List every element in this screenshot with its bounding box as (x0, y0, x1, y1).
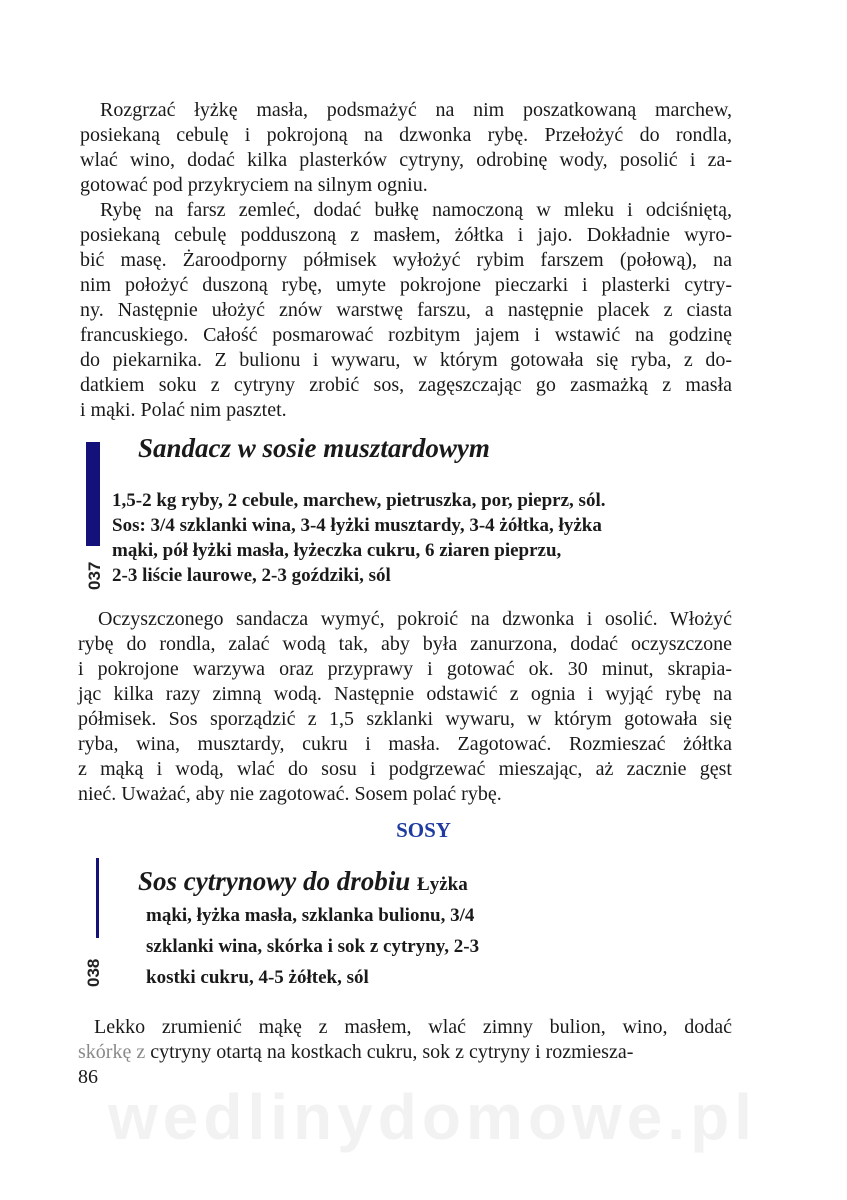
recipe-marker-bar (86, 442, 100, 546)
method-line: i pokrojone warzywa oraz przyprawy i gotować ok. 30 minut, skrapia- (78, 658, 732, 680)
method-line (78, 1040, 732, 1065)
text-line: gotować pod przykryciem na silnym ogniu. (80, 174, 428, 196)
method-line: Oczyszczonego sandacza wymyć, pokroić na dzwonka i osolić. Włożyć (98, 608, 732, 630)
method-line: jąc kilka razy zimną wodą. Następnie odstawić z ognia i wyjąć rybę na (78, 683, 732, 705)
section-title: SOSY (396, 818, 451, 842)
recipe-title: Sandacz w sosie musztardowym (138, 433, 490, 463)
text-line: wlać wino, dodać kilka plasterków cytryny, odrobinę wody, posolić i za- (80, 149, 732, 171)
ingredients-line: Sos: 3/4 szklanki wina, 3-4 łyżki musztardy, 3-4 żółtka, łyżka (112, 515, 602, 536)
method-line: nieć. Uważać, aby nie zagotować. Sosem polać rybę. (78, 783, 502, 805)
ingredients-line: mąki, pół łyżki masła, łyżeczka cukru, 6 ziaren pieprzu, (112, 540, 562, 561)
method-text: cytryny otartą na kostkach cukru, sok z cytryny i rozmiesza- (150, 1041, 634, 1063)
text-line: posiekaną cebulę podduszoną z masłem, żółtka i jajo. Dokładnie wyro- (80, 224, 732, 246)
text-line: posiekaną cebulę i pokrojoną na dzwonka rybę. Przełożyć do rondla, (80, 124, 732, 146)
method-line: Lekko zrumienić mąkę z masłem, wlać zimny bulion, wino, dodać (94, 1016, 732, 1038)
method-faded-text: skórkę z (78, 1041, 146, 1063)
page-number: 86 (78, 1066, 98, 1088)
ingredients-line: szklanki wina, skórka i sok z cytryny, 2-3 (146, 936, 480, 957)
text-line: ny. Następnie ułożyć znów warstwę farszu, a następnie placek z ciasta (80, 299, 732, 321)
recipe-code: 038 (84, 958, 103, 987)
method-line: ryba, wina, musztardy, cukru i masła. Zagotować. Rozmieszać żółtka (78, 733, 732, 755)
ingredients-line: 1,5-2 kg ryby, 2 cebule, marchew, pietruszka, por, pieprz, sól. (112, 490, 606, 511)
text-line: bić masę. Żaroodporny półmisek wyłożyć rybim farszem (połową), na (80, 249, 732, 271)
ingredients-line: 2-3 liście laurowe, 2-3 goździki, sól (112, 565, 391, 586)
text-line: nim położyć duszoną rybę, umyte pokrojone pieczarki i plasterki cytry- (80, 274, 732, 296)
ingredients-line: kostki cukru, 4-5 żółtek, sól (146, 967, 369, 988)
method-line: rybę do rondla, zalać wodą tak, aby była zanurzona, dodać oczyszczone (78, 633, 732, 655)
ingredients-line: mąki, łyżka masła, szklanka bulionu, 3/4 (146, 905, 475, 926)
text-line: datkiem soku z cytryny zrobić sos, zagęszczając go zasmażką z masła (80, 374, 732, 396)
watermark: wedlinydomowe.pl (108, 1081, 757, 1153)
text-line: francuskiego. Całość posmarować rozbitym jajem i wstawić na godzinę (80, 324, 732, 346)
text-line: i mąki. Polać nim pasztet. (80, 399, 287, 421)
method-line: półmisek. Sos sporządzić z 1,5 szklanki wywaru, w którym gotowała się (78, 708, 732, 730)
recipe-code: 037 (85, 561, 104, 590)
method-line: z mąką i wodą, wlać do sosu i podgrzewać mieszając, aż zacznie gęst (78, 758, 732, 780)
text-line: do piekarnika. Z bulionu i wywaru, w którym gotowała się ryba, z do- (80, 349, 732, 371)
text-line: Rozgrzać łyżkę masła, podsmażyć na nim poszatkowaną marchew, (100, 99, 732, 121)
recipe-marker-bar (96, 858, 99, 938)
recipe-title-text: Sos cytrynowy do drobiu (138, 866, 411, 896)
recipe-title (138, 866, 468, 897)
text-line: Rybę na farsz zemleć, dodać bułkę namoczoną w mleku i odciśniętą, (100, 199, 732, 221)
recipe-title-tail: Łyżka (417, 874, 468, 895)
